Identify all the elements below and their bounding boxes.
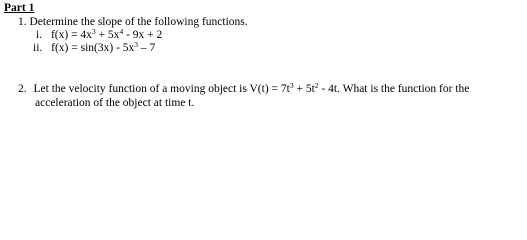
question-2-text-b: + 5t xyxy=(293,83,315,95)
question-2-line-2 xyxy=(35,97,194,110)
question-2-text-line-2: acceleration of the object at time t. xyxy=(35,97,195,109)
question-2-text-a: Let the velocity function of a moving object is V(t) = 7t xyxy=(33,83,290,95)
item-i-function-mid: + 5x xyxy=(95,29,120,41)
question-2-exponent-2: 2 xyxy=(314,81,319,90)
question-2 xyxy=(18,83,469,96)
question-1 xyxy=(18,16,248,29)
item-ii-exponent-1: 3 xyxy=(134,40,139,49)
question-1-text: Determine the slope of the following functions. xyxy=(29,16,248,28)
question-2-text-c: - 4t. What is the function for the xyxy=(318,83,470,95)
item-i-exponent-1: 3 xyxy=(91,27,96,36)
question-1-item-ii xyxy=(33,42,155,55)
item-i-function-lhs: f(x) = 4x xyxy=(50,29,92,41)
question-2-exponent-1: 3 xyxy=(289,81,294,90)
item-i-label: i. xyxy=(36,29,43,41)
item-ii-function-tail: – 7 xyxy=(138,42,156,54)
question-1-item-i xyxy=(36,29,162,42)
item-ii-function xyxy=(51,42,155,54)
item-i-function-tail: - 9x + 2 xyxy=(123,29,163,41)
question-2-number: 2. xyxy=(18,83,27,95)
item-i-exponent-2: 4 xyxy=(119,27,124,36)
item-i-function xyxy=(51,29,162,41)
question-1-number: 1. xyxy=(18,16,27,28)
item-ii-label: ii. xyxy=(33,42,43,54)
part-heading: Part 1 xyxy=(4,2,35,14)
item-ii-function-lhs: f(x) = sin(3x) - 5x xyxy=(51,42,135,54)
question-2-text xyxy=(34,83,470,95)
